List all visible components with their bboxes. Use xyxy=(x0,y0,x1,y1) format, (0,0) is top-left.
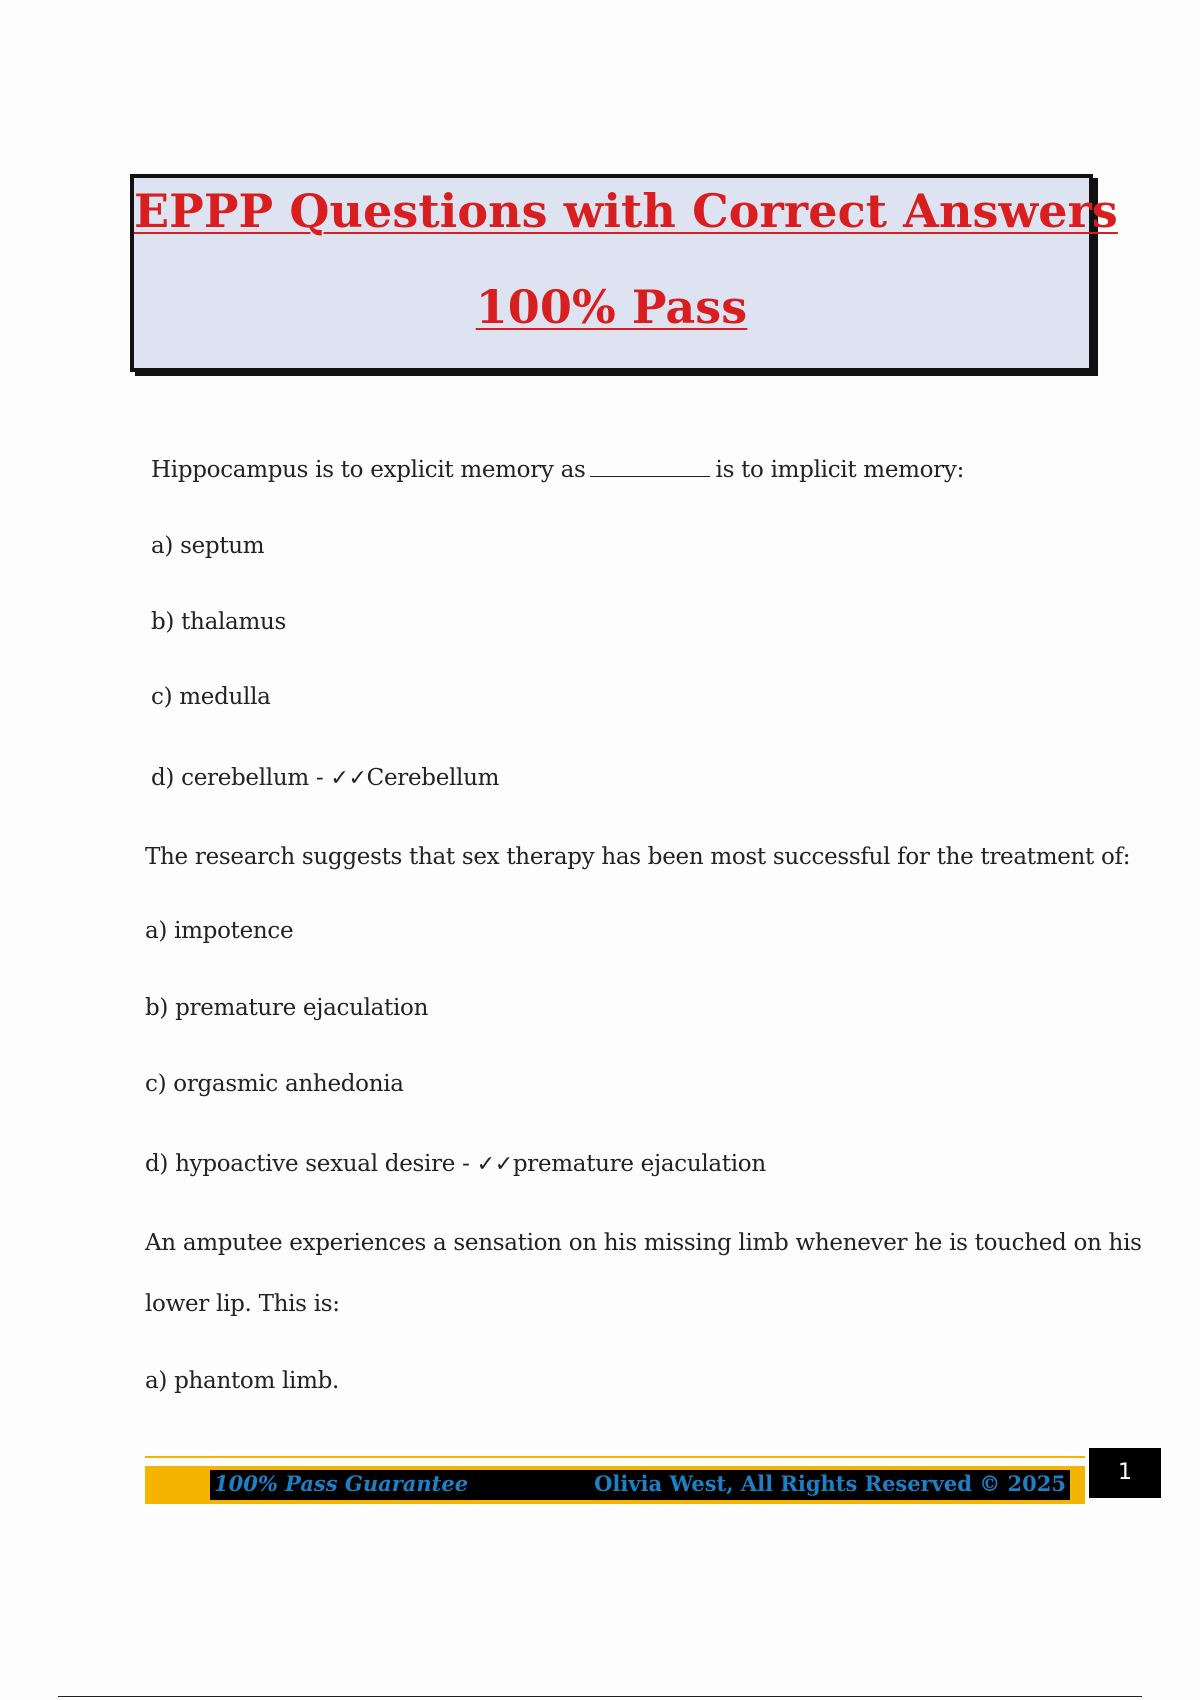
question-3-stem-line-2: lower lip. This is: xyxy=(145,1291,340,1317)
answer-blank xyxy=(590,458,710,477)
checkmark-icon: ✓✓ xyxy=(476,1152,513,1177)
footer-divider xyxy=(145,1456,1085,1458)
question-2-option-d xyxy=(145,1151,766,1177)
question-1-stem xyxy=(151,457,964,483)
page-title: EPPP Questions with Correct Answers xyxy=(134,184,1118,238)
question-2-option-d-text: d) hypoactive sexual desire - xyxy=(145,1151,477,1177)
checkmark-icon: ✓✓ xyxy=(330,766,367,791)
page-number: 1 xyxy=(1089,1448,1161,1498)
footer-guarantee: 100% Pass Guarantee xyxy=(214,1471,469,1496)
question-1-answer: Cerebellum xyxy=(366,765,500,791)
question-2-option-b: b) premature ejaculation xyxy=(145,995,429,1021)
bottom-rule xyxy=(58,1696,1142,1697)
question-2-answer: premature ejaculation xyxy=(512,1151,766,1177)
question-1-option-d-text: d) cerebellum - xyxy=(151,765,331,791)
question-1-option-d xyxy=(151,765,499,791)
footer-band xyxy=(145,1466,1085,1504)
footer-copyright: Olivia West, All Rights Reserved © 2025 xyxy=(594,1471,1066,1496)
question-1-stem-end: is to implicit memory: xyxy=(715,457,965,483)
question-3-option-a: a) phantom limb. xyxy=(145,1368,340,1394)
question-1-option-b: b) thalamus xyxy=(151,609,286,635)
question-1-option-a: a) septum xyxy=(151,533,265,559)
question-2-stem: The research suggests that sex therapy has been most successful for the treatment of: xyxy=(145,844,1131,870)
question-1-stem-start: Hippocampus is to explicit memory as xyxy=(151,457,586,483)
footer-inner-bar xyxy=(210,1470,1070,1500)
question-1-option-c: c) medulla xyxy=(151,684,271,710)
question-3-stem-line-1: An amputee experiences a sensation on his missing limb whenever he is touched on his xyxy=(145,1230,1142,1256)
question-2-option-c: c) orgasmic anhedonia xyxy=(145,1071,404,1097)
page-subtitle: 100% Pass xyxy=(475,280,748,334)
title-box xyxy=(130,174,1118,372)
question-2-option-a: a) impotence xyxy=(145,918,294,944)
